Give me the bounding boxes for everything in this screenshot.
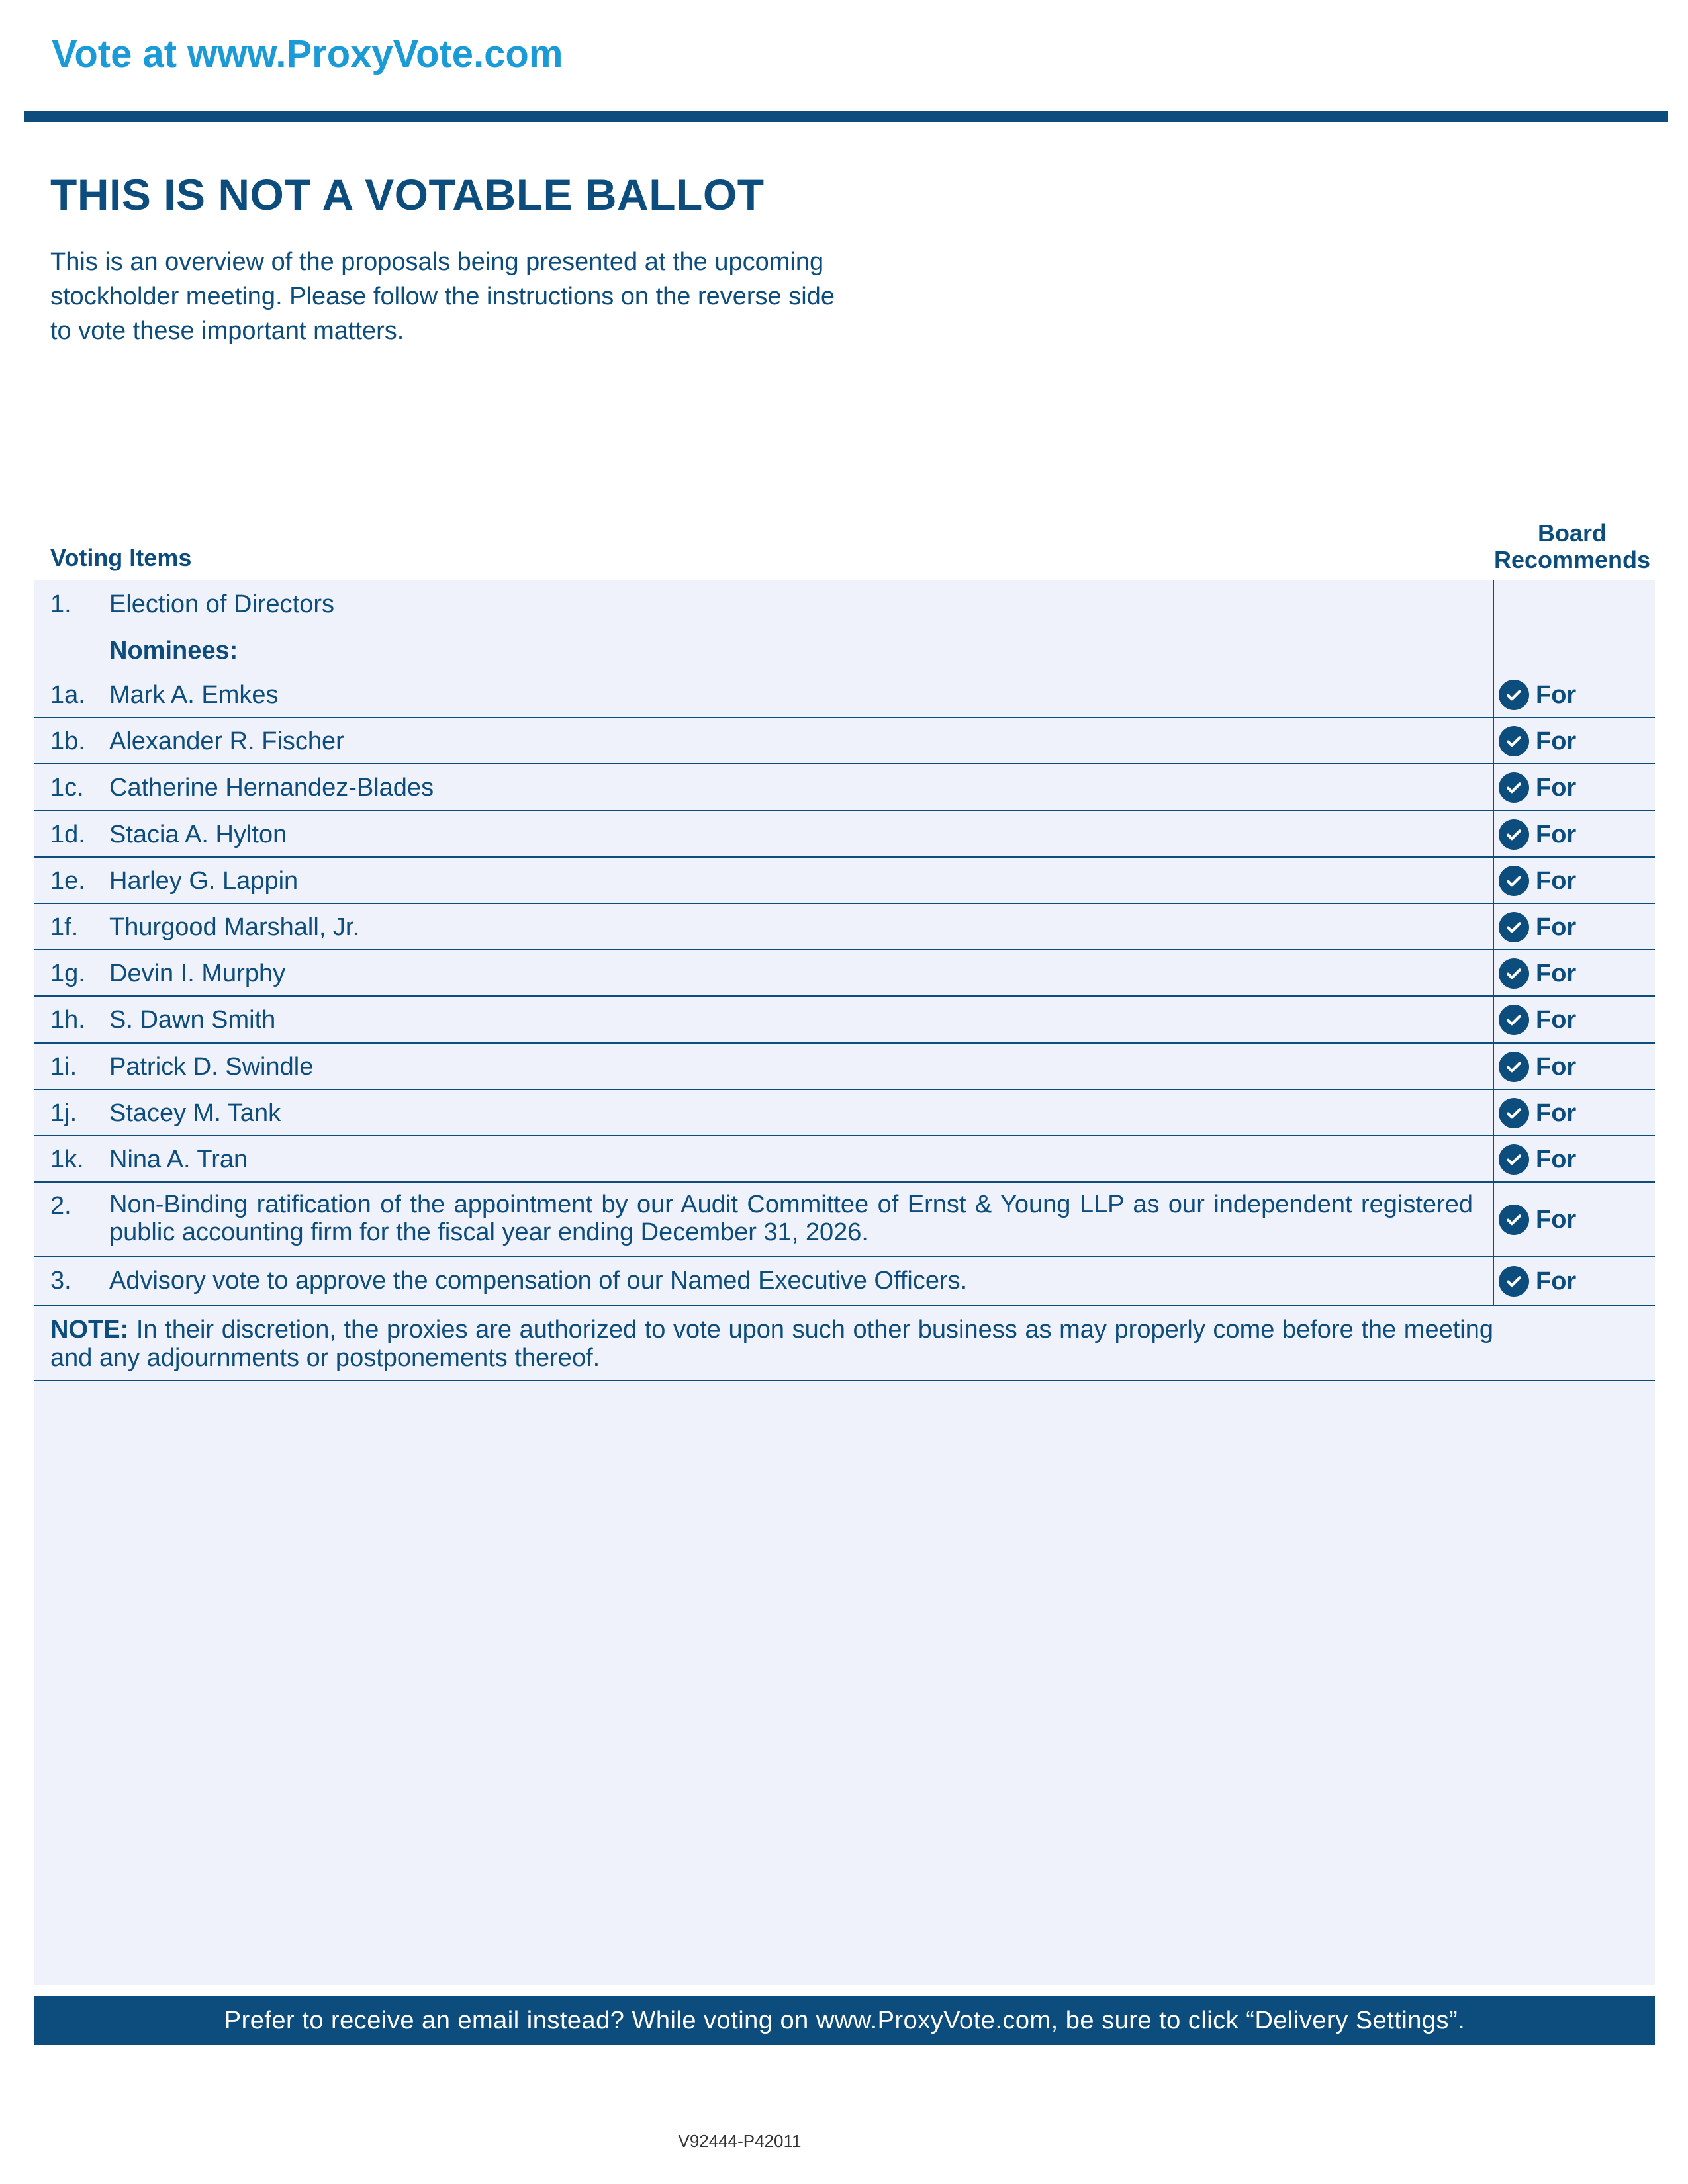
item-text: Election of Directors <box>109 590 335 618</box>
nominee-row <box>34 1090 1655 1136</box>
proposal-3-row <box>34 1257 1655 1306</box>
check-circle-icon <box>1499 1205 1529 1235</box>
recommendation-label: For <box>1536 1267 1577 1295</box>
nominee-name: Harley G. Lappin <box>109 867 299 895</box>
recommendation-label: For <box>1536 1205 1577 1234</box>
nominee-row <box>34 904 1655 950</box>
nominee-number: 1k. <box>50 1146 84 1173</box>
recommendation-label: For <box>1536 1052 1577 1081</box>
board-recommendation <box>1499 1144 1576 1175</box>
nominee-row <box>34 997 1655 1044</box>
recommendation-label: For <box>1536 866 1577 895</box>
nominee-row <box>34 950 1655 997</box>
board-recommendation <box>1499 1266 1576 1297</box>
nominee-name: Stacey M. Tank <box>109 1099 281 1127</box>
nominee-row <box>34 1136 1655 1183</box>
item-text: Non-Binding ratification of the appointment by our Audit Committee of Ernst & Young LLP as our independent registered public accounting firm for the fiscal year ending December 31, 2026. <box>109 1191 1473 1246</box>
note-label: NOTE: <box>50 1316 129 1343</box>
nominee-name: Nina A. Tran <box>109 1146 248 1173</box>
item-number: 2. <box>50 1192 71 1220</box>
nominee-row <box>34 718 1655 764</box>
nominee-number: 1d. <box>50 821 85 848</box>
recommendation-label: For <box>1536 913 1577 941</box>
nominee-number: 1f. <box>50 913 79 941</box>
board-recommendation <box>1499 866 1576 896</box>
nominee-name: Thurgood Marshall, Jr. <box>109 913 360 941</box>
nominee-row <box>34 858 1655 904</box>
vote-link[interactable]: Vote at www.ProxyVote.com <box>52 32 563 75</box>
recommendation-label: For <box>1536 959 1577 987</box>
delivery-settings-banner: Prefer to receive an email instead? While voting on www.ProxyVote.com, be sure to click “Delivery Settings”. <box>34 1996 1655 2045</box>
nominee-row <box>34 811 1655 858</box>
board-recommendation <box>1499 680 1576 710</box>
recommendation-label: For <box>1536 1099 1577 1127</box>
check-circle-icon <box>1499 1098 1529 1128</box>
check-circle-icon <box>1499 1266 1529 1297</box>
check-circle-icon <box>1499 772 1529 803</box>
board-recommendation <box>1499 819 1576 850</box>
column-header-board-recommends: Board Recommends <box>1493 520 1651 573</box>
board-recommendation <box>1499 726 1576 756</box>
nominee-name: S. Dawn Smith <box>109 1006 276 1034</box>
document-code: V92444-P42011 <box>678 2131 802 2151</box>
item-number: 3. <box>50 1267 71 1295</box>
nominee-number: 1j. <box>50 1099 77 1127</box>
check-circle-icon <box>1499 1052 1529 1082</box>
check-circle-icon <box>1499 680 1529 710</box>
board-recommendation <box>1499 772 1576 803</box>
check-circle-icon <box>1499 726 1529 756</box>
nominee-name: Stacia A. Hylton <box>109 821 287 848</box>
note-text <box>50 1316 1493 1373</box>
recommendation-label: For <box>1536 680 1577 709</box>
nominee-number: 1b. <box>50 727 85 755</box>
nominee-number: 1c. <box>50 774 84 801</box>
nominee-name: Alexander R. Fischer <box>109 727 344 755</box>
board-recommendation <box>1499 1005 1576 1035</box>
board-recommendation <box>1499 1205 1576 1235</box>
nominee-name: Devin I. Murphy <box>109 960 286 987</box>
intro-text: This is an overview of the proposals being presented at the upcoming stockholder meeting. Please follow the instructions on the reverse side to vote these important matters. <box>50 248 835 345</box>
nominee-name: Catherine Hernandez-Blades <box>109 774 434 801</box>
nominee-row <box>34 1044 1655 1090</box>
nominee-row <box>34 672 1655 718</box>
board-recommendation <box>1499 958 1576 989</box>
column-header-voting-items: Voting Items <box>50 544 192 571</box>
note-body: In their discretion, the proxies are authorized to vote upon such other business as may properly come before the meeting and any adjournments or postponements thereof. <box>50 1316 1493 1372</box>
check-circle-icon <box>1499 912 1529 942</box>
header-rule <box>24 111 1668 122</box>
recommendation-label: For <box>1536 1145 1577 1173</box>
proposal-2-row <box>34 1183 1655 1257</box>
nominee-name: Mark A. Emkes <box>109 681 279 709</box>
nominee-number: 1h. <box>50 1006 85 1034</box>
recommendation-label: For <box>1536 773 1577 801</box>
item-text: Advisory vote to approve the compensation of our Named Executive Officers. <box>109 1267 968 1295</box>
page-title: THIS IS NOT A VOTABLE BALLOT <box>50 170 765 219</box>
board-recommendation <box>1499 912 1576 942</box>
check-circle-icon <box>1499 958 1529 989</box>
recommendation-label: For <box>1536 820 1577 848</box>
note-row <box>34 1306 1655 1381</box>
recommendation-label: For <box>1536 1005 1577 1034</box>
nominee-number: 1a. <box>50 681 85 709</box>
board-recommendation <box>1499 1052 1576 1082</box>
check-circle-icon <box>1499 866 1529 896</box>
recommendation-label: For <box>1536 727 1577 755</box>
item-number: 1. <box>50 590 71 618</box>
nominee-number: 1g. <box>50 960 85 987</box>
nominee-row <box>34 764 1655 811</box>
nominee-number: 1i. <box>50 1053 77 1081</box>
nominees-label: Nominees: <box>109 637 238 664</box>
check-circle-icon <box>1499 1144 1529 1175</box>
nominee-name: Patrick D. Swindle <box>109 1053 314 1081</box>
check-circle-icon <box>1499 1005 1529 1035</box>
check-circle-icon <box>1499 819 1529 850</box>
nominee-number: 1e. <box>50 867 85 895</box>
board-recommendation <box>1499 1098 1576 1128</box>
